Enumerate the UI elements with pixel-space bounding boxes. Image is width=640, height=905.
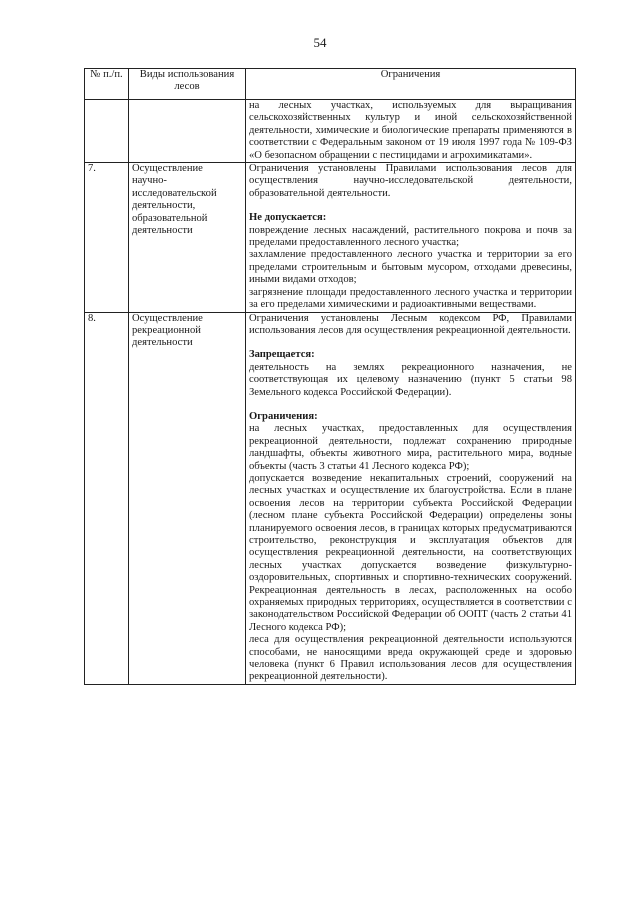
row-number: 7. <box>85 163 129 312</box>
restriction-paragraph: допускается возведение некапитальных строений, сооружений на лесных участках и осуществление их благоустройства. Если в плане освоения лесов на территории субъекта Российской Федерации (лесном плане субъекта Российской Федерации) определены зоны планируемого освоения лесов, в границах которых предусматриваются строительство, реконструкция и эксплуатация объектов для осуществления рекреационной деятельности, на соответствующих лесных участках допускается возведение физкультурно-оздоровительных, спортивных и спортивно-технических сооружений. Рекреационная деятельность в лесах, расположенных на особо охраняемых природных территориях, осуществляется в соответствии с законодательством Российской Федерации об ООПТ (часть 2 статьи 41 Лесного кодекса РФ); <box>249 472 572 633</box>
use-type-cell <box>129 312 246 684</box>
use-type-line: Осуществление <box>132 312 203 324</box>
paragraph-spacer <box>249 200 572 212</box>
restriction-paragraph: на лесных участках, используемых для выращивания сельскохозяйственных культур и иной сельскохозяйственной деятельности, химические и биологические препараты применяются в соответствии с Федеральным законом от 19 июля 1997 года № 109-ФЗ «О безопасном обращении с пестицидами и агрохимикатами». <box>249 100 572 161</box>
restriction-paragraph: загрязнение площади предоставленного лесного участка и территории за его пределами химическими и радиоактивными веществами. <box>249 286 572 311</box>
use-type-line: Осуществление <box>132 163 203 175</box>
restriction-paragraph: леса для осуществления рекреационной деятельности используются способами, не наносящими вреда окружающей среде и здоровью человека (пункт 6 Правил использования лесов для осуществления рекреационной деятельности). <box>249 634 572 683</box>
restrictions-cell <box>246 312 576 684</box>
restriction-paragraph: деятельность на землях рекреационного назначения, не соответствующая их целевому назначению (пункт 5 статьи 98 Земельного кодекса Российской Федерации). <box>249 361 572 398</box>
header-restrictions: Ограничения <box>246 69 576 100</box>
restriction-paragraph: захламление предоставленного лесного участка и территории за его пределами строительным и бытовым мусором, отходами древесины, иными видами отходов; <box>249 249 572 286</box>
use-type-line: научно- <box>132 175 167 187</box>
table-row <box>85 100 576 163</box>
table-row <box>85 163 576 312</box>
use-type-line: образовательной <box>132 212 208 224</box>
restrictions-cell <box>246 100 576 163</box>
section-heading: Не допускается: <box>249 212 327 224</box>
restriction-paragraph: Ограничения установлены Правилами использования лесов для осуществления научно-исследовательской деятельности, образовательной деятельности. <box>249 163 572 199</box>
paragraph-spacer <box>249 399 572 411</box>
section-heading: Ограничения: <box>249 410 318 422</box>
page-number: 54 <box>313 35 327 50</box>
restriction-paragraph: Ограничения установлены Лесным кодексом РФ, Правилами использования лесов для осуществления рекреационной деятельности. <box>249 312 572 336</box>
header-number: № п./п. <box>85 69 129 100</box>
restrictions-cell <box>246 163 576 312</box>
table-row <box>85 312 576 684</box>
use-type-line: рекреационной <box>132 324 201 336</box>
use-type-line: деятельности, <box>132 200 196 212</box>
restriction-paragraph: повреждение лесных насаждений, растительного покрова и почв за пределами предоставленного лесного участка; <box>249 224 572 249</box>
use-type-cell <box>129 100 246 163</box>
table-header-row <box>85 69 576 100</box>
use-type-line: деятельности <box>132 225 193 237</box>
header-use-type: Виды использования лесов <box>129 69 246 100</box>
forest-use-restrictions-table <box>84 68 576 685</box>
use-type-line: исследовательской <box>132 187 217 199</box>
use-type-line: деятельности <box>132 337 193 349</box>
restriction-paragraph: на лесных участках, предоставленных для осуществления рекреационной деятельности, подлежат сохранению природные ландшафты, объекты животного мира, растительного мира, водные объекты (часть 3 статьи 41 Лесного кодекса РФ); <box>249 423 572 472</box>
row-number <box>85 100 129 163</box>
table-body <box>85 100 576 685</box>
section-heading: Запрещается: <box>249 349 315 361</box>
paragraph-spacer <box>249 337 572 349</box>
use-type-cell <box>129 163 246 312</box>
row-number: 8. <box>85 312 129 684</box>
